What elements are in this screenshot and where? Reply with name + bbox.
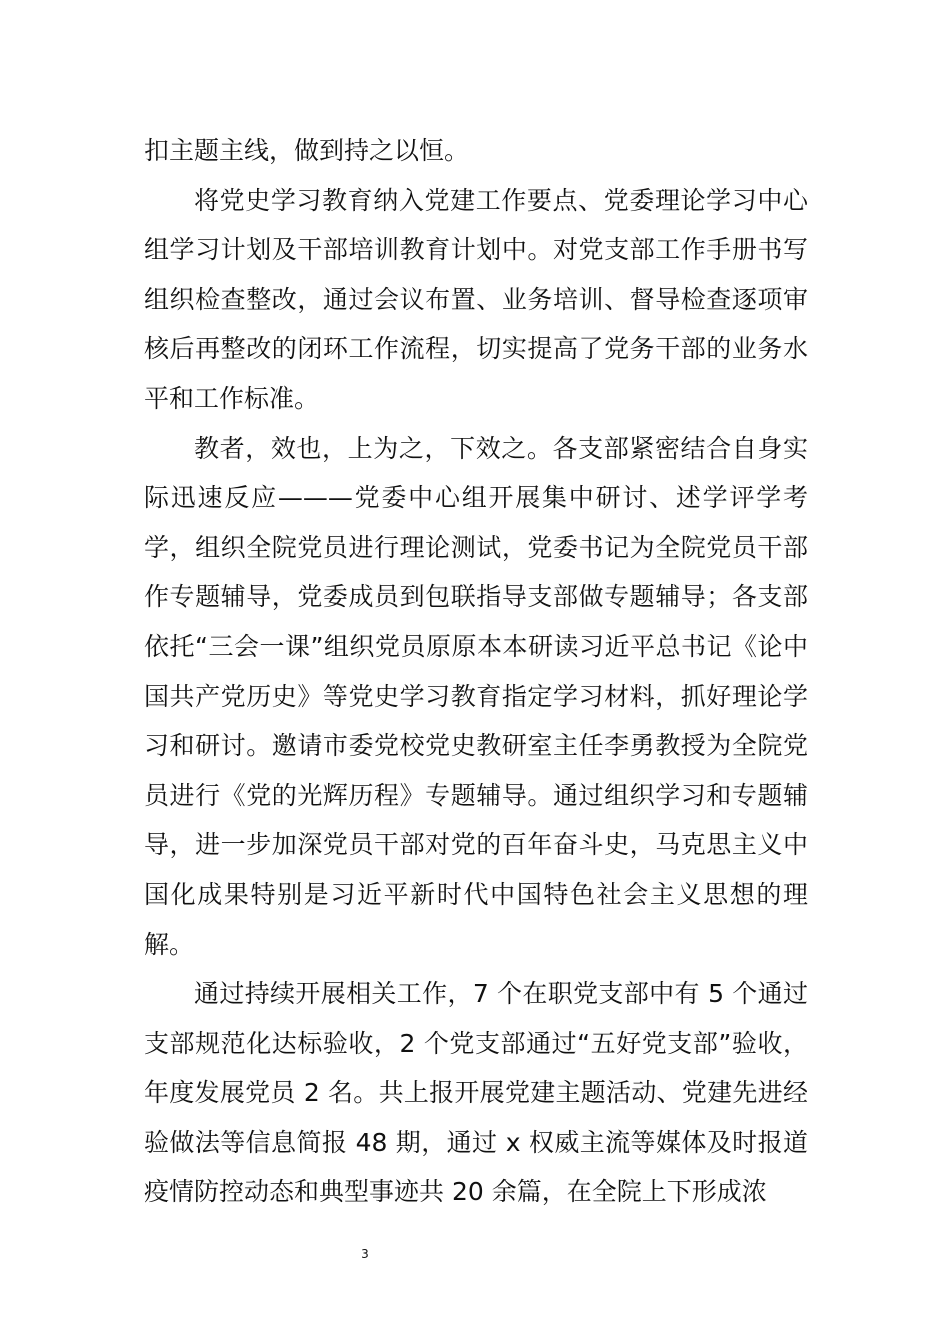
paragraph-branch-study: 教者，效也，上为之，下效之。各支部紧密结合自身实际迅速反应———党委中心组开展集中研讨、述学评学考学，组织全院党员进行理论测试，党委书记为全院党员干部作专题辅导，党委成员到包联指导支部做专题辅导；各支部依托“三会一课”组织党员原原本本研读习近平总书记《论中国共产党历史》等党史学习教育指定学习材料，抓好理论学习和研讨。邀请市委党校党史教研室主任李勇教授为全院党员进行《党的光辉历程》专题辅导。通过组织学习和专题辅导，进一步加深党员干部对党的百年奋斗史，马克思主义中国化成果特别是习近平新时代中国特色社会主义思想的理解。 — [144, 433, 808, 959]
paragraph-continuation: 扣主题主线，做到持之以恒。 — [144, 136, 470, 165]
paragraph-results: 通过持续开展相关工作，7 个在职党支部中有 5 个通过支部规范化达标验收，2 个党支部通过“五好党支部”验收，年度发展党员 2 名。共上报开展党建主题活动、党建先进经验做法等信息简报 48 期，通过 x 权威主流等媒体及时报道疫情防控动态和典型事迹共 20 余篇，在全院上下形成浓 — [144, 979, 808, 1207]
paragraph-study-plan: 将党史学习教育纳入党建工作要点、党委理论学习中心组学习计划及干部培训教育计划中。对党支部工作手册书写组织检查整改，通过会议布置、业务培训、督导检查逐项审核后再整改的闭环工作流程，切实提高了党务干部的业务水平和工作标准。 — [144, 185, 808, 413]
page-number: 3 — [361, 1247, 369, 1261]
body-text — [144, 126, 808, 1217]
